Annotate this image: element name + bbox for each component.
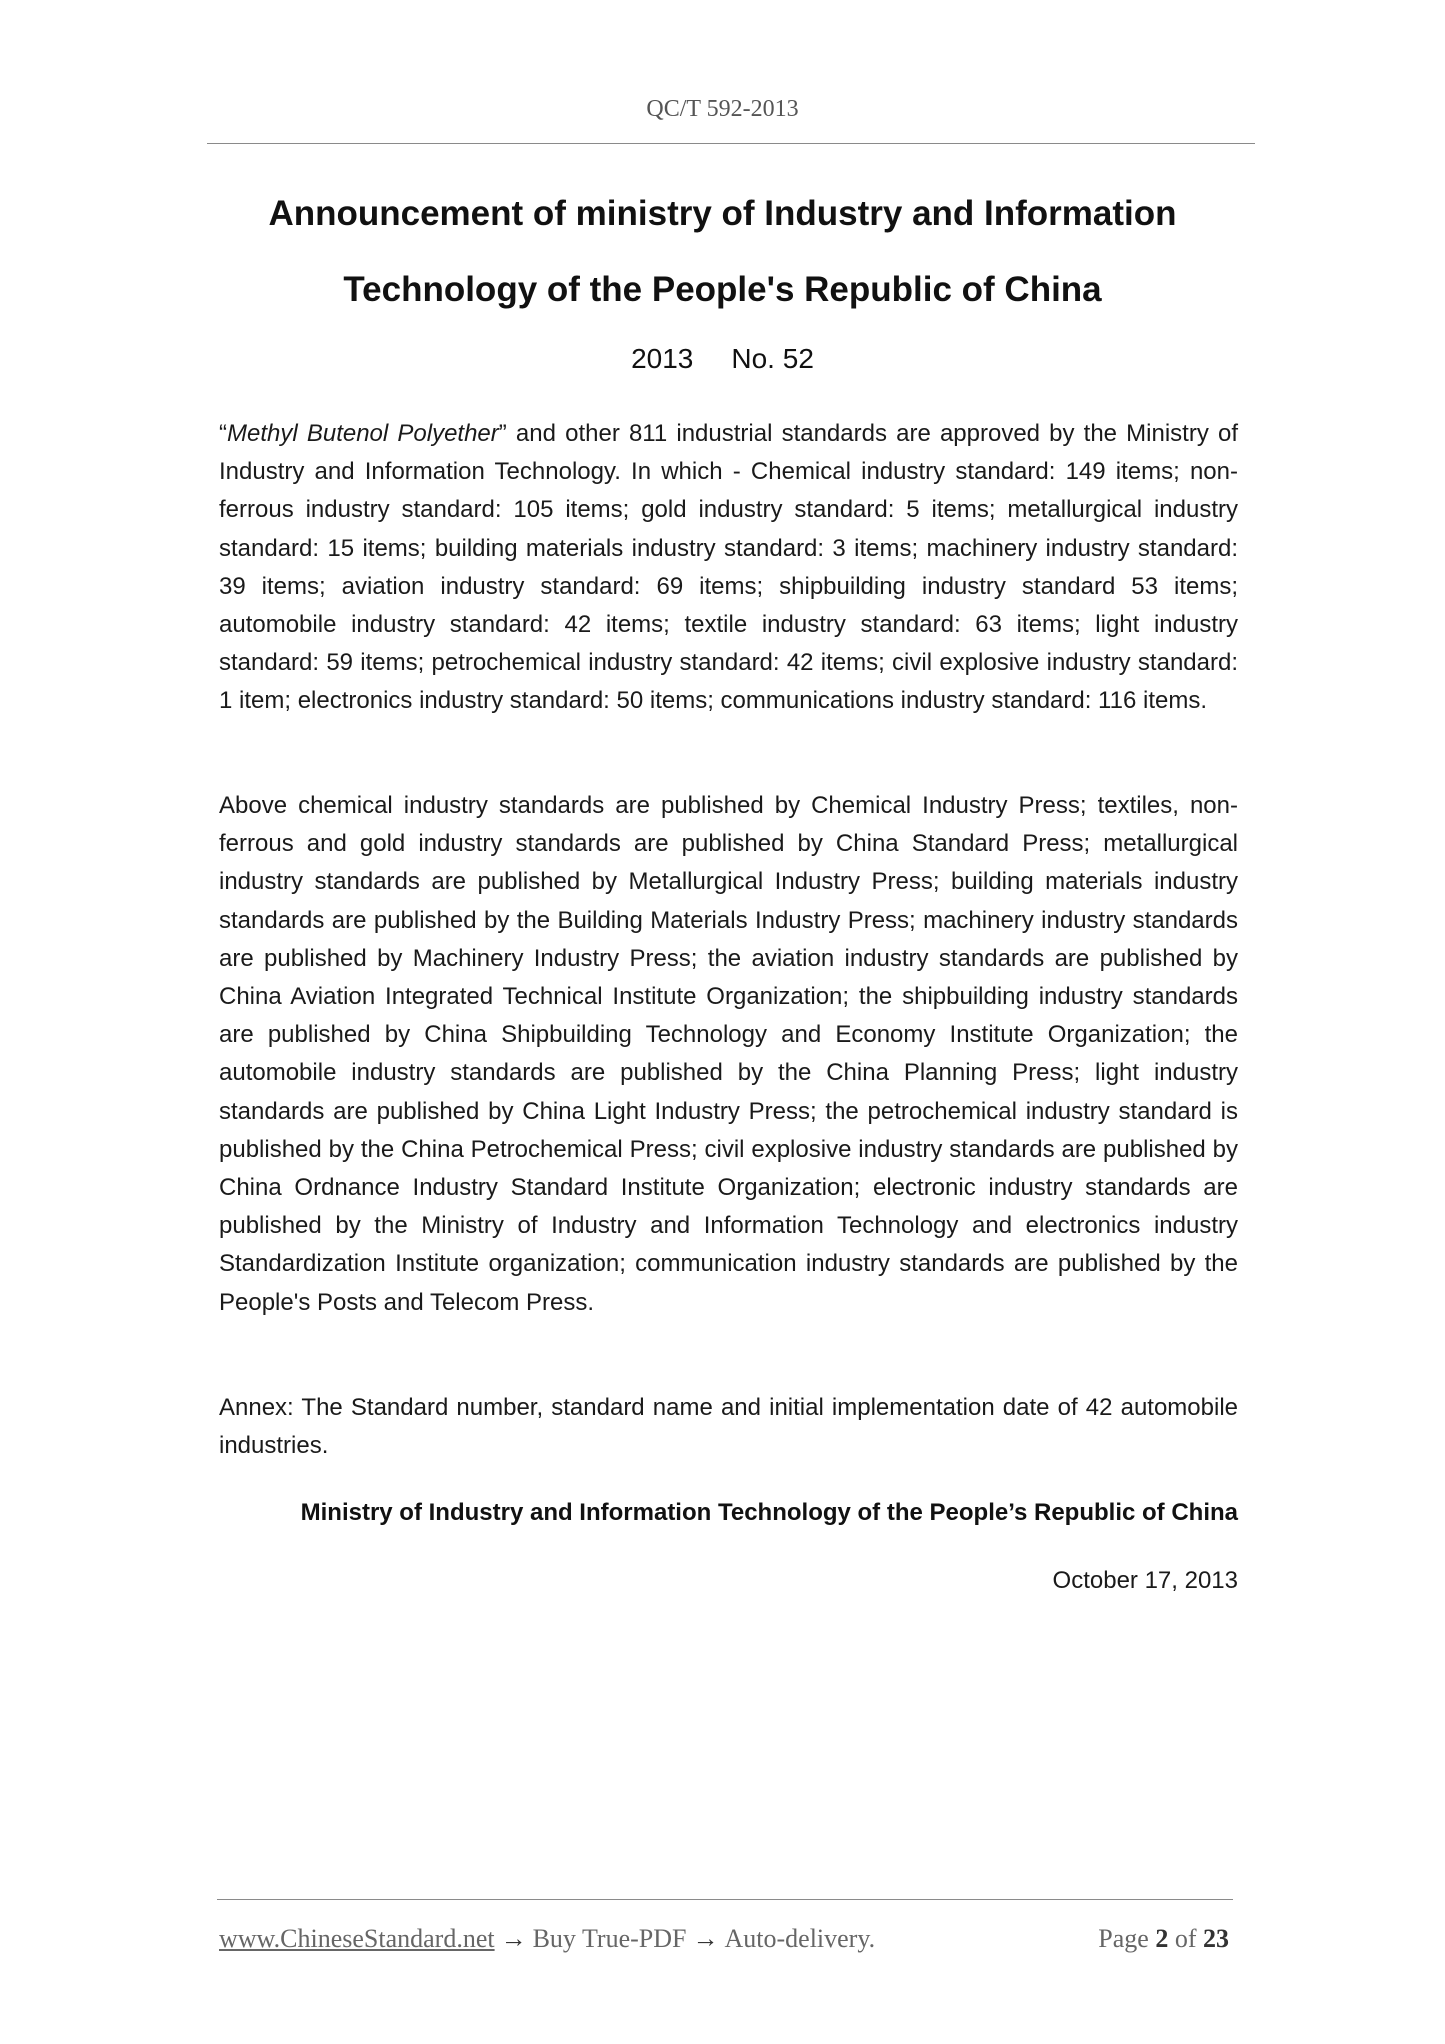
issue-date: October 17, 2013 bbox=[1052, 1567, 1238, 1594]
page-of-label: of bbox=[1174, 1924, 1197, 1953]
page-current: 2 bbox=[1155, 1924, 1169, 1953]
body-paragraph-annex: Annex: The Standard number, standard name and initial implementation date of 42 automobile industries. bbox=[219, 1394, 1238, 1460]
document-code-header: QC/T 592-2013 bbox=[646, 96, 799, 122]
arrow-right-icon: → bbox=[692, 1924, 719, 1953]
chinesestandard-link[interactable]: www.ChineseStandard.net bbox=[219, 1924, 495, 1953]
arrow-right-icon: → bbox=[500, 1924, 527, 1953]
body-paragraph-publishers: Above chemical industry standards are published by Chemical Industry Press; textiles, non-ferrous and gold industry standards are published by China Standard Press; metallurgical industry standards are published by Metallurgical Industry Press; building materials industry standards are published by the Building Materials Industry Press; machinery industry standards are published by Machinery Industry Press; the aviation industry standards are published by China Aviation Integrated Technical Institute Organization; the shipbuilding industry standards are published by China Shipbuilding Technology and Economy Institute Organization; the automobile industry standards are published by the China Planning Press; light industry standards are published by China Light Industry Press; the petrochemical industry standard is published by the China Petrochemical Press; civil explosive industry standards are published by China Ordnance Industry Standard Institute Organization; electronic industry standards are published by the Ministry of Industry and Information Technology and electronics industry Standardization Institute organization; communication industry standards are published by the People's Posts and Telecom Press. bbox=[219, 792, 1238, 1316]
announcement-title-line-2: Technology of the People's Republic of China bbox=[343, 270, 1102, 309]
announcement-year: 2013 bbox=[631, 343, 694, 374]
auto-delivery-text: Auto-delivery. bbox=[724, 1924, 876, 1953]
approved-standards-text: ” and other 811 industrial standards are approved by the Ministry of Industry and Information Technology. In which - Chemical industry standard: 149 items; non-ferrous industry standard: 105 items; gold industry standard: 5 items; metallurgical industry standard: 15 items; building materials industry standard: 3 items; machinery industry standard: 39 items; aviation industry standard: 69 items; shipbuilding industry standard 53 items; automobile industry standard: 42 items; textile industry standard: 63 items; light industry standard: 59 items; petrochemical industry standard: 42 items; civil explosive industry standard: 1 item; electronics industry standard: 50 items; communications industry standard: 116 items. bbox=[219, 420, 1239, 715]
announcement-no: No. 52 bbox=[731, 343, 814, 374]
buy-true-pdf-text: Buy True-PDF bbox=[532, 1924, 687, 1953]
page-indicator bbox=[1098, 1921, 1229, 1957]
footer-divider bbox=[217, 1899, 1233, 1900]
page-footer bbox=[219, 1921, 1229, 1957]
body-paragraph-approved-standards bbox=[219, 415, 1238, 721]
page-total: 23 bbox=[1203, 1924, 1229, 1953]
issuer-signature: Ministry of Industry and Information Technology of the People’s Republic of China bbox=[300, 1499, 1238, 1526]
open-quote: “ bbox=[219, 420, 227, 447]
page-label: Page bbox=[1098, 1924, 1149, 1953]
footer-promo bbox=[219, 1921, 875, 1957]
standard-name-italic: Methyl Butenol Polyether bbox=[227, 420, 499, 447]
announcement-number bbox=[207, 339, 1238, 379]
header-divider bbox=[207, 143, 1255, 144]
announcement-title-line-1: Announcement of ministry of Industry and Information bbox=[268, 194, 1177, 233]
